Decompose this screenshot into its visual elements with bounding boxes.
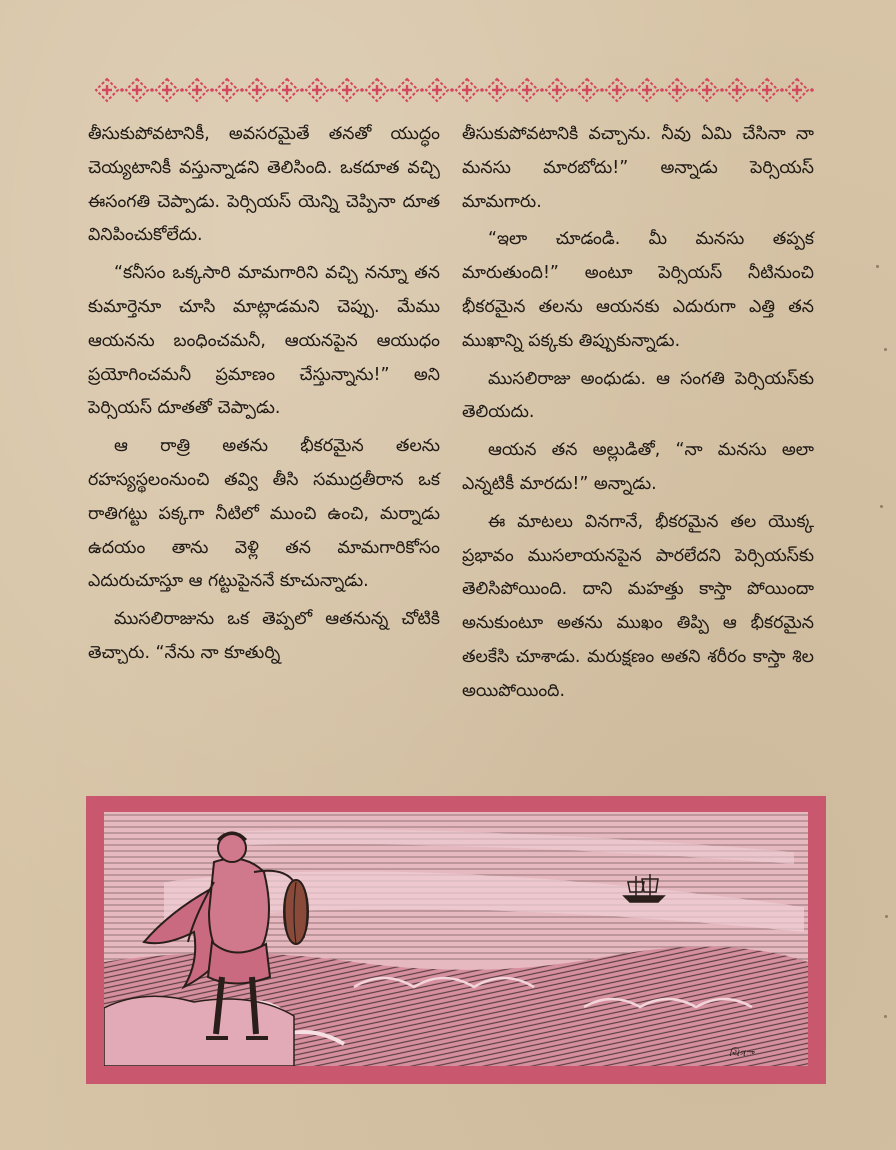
ornament-motif: [546, 79, 574, 101]
header-ornament-border: [92, 76, 820, 104]
paragraph: “ఇలా చూడండి. మీ మనసు తప్పక మారుతుంది!” అంటూ పెర్సియస్ నీటినుంచి భీకరమైన తలను ఆయనకు ఎదురుగా ఎత్తి తన ముఖాన్ని పక్కకు తిప్పుకున్నాడు.: [462, 229, 814, 351]
ornament-motif: [696, 79, 724, 101]
ornament-motif: [486, 79, 514, 101]
ornament-motif: [306, 79, 334, 101]
paragraph: ముసలిరాజును ఒక తెప్పలో ఆతనున్న చోటికి తెచ్చారు. “నేను నా కూతుర్ని: [88, 609, 440, 663]
paragraph: తీసుకుపోవటానికీ, అవసరమైతే తనతో యుద్ధం చెయ్యటానికీ వస్తున్నాడని తెలిసింది. ఒకదూత వచ్చి ఈసంగతి చెప్పాడు. పెర్సియస్ యెన్ని చెప్పినా దూత వినిపించుకోలేదు.: [88, 124, 440, 246]
ornament-motif: [336, 79, 364, 101]
ornament-motif: [756, 79, 784, 101]
sea-scene-illustration: [104, 812, 808, 1066]
text-column-left: [88, 118, 440, 675]
ornament-motif: [276, 79, 304, 101]
ornament-motif: [246, 79, 274, 101]
paragraph: తీసుకుపోవటానికి వచ్చాను. నీవు ఏమి చేసినా నా మనసు మారబోదు!” అన్నాడు పెర్సియస్ మామగారు.: [462, 124, 814, 212]
ornament-motif: [636, 79, 664, 101]
ornament-motif: [366, 79, 394, 101]
paragraph: “కనీసం ఒక్కసారి మామగారిని వచ్చి నన్నూ తన కుమార్తెనూ చూసి మాట్లాడమని చెప్పు. మేము ఆయనను బంధించమనీ, ఆయనపైన ఆయుధం ప్రయోగించమనీ ప్రమాణం చేస్తున్నాను!” అని పెర్సియస్ దూతతో చెప్పాడు.: [88, 263, 440, 419]
ornament-motif: [126, 79, 154, 101]
ornament-motif: [606, 79, 634, 101]
paragraph: ఆ రాత్రి అతను భీకరమైన తలను రహస్యస్థలంనుంచి తవ్వి తీసి సముద్రతీరాన ఒక రాతిగట్టు పక్కగా నీటిలో ముంచి ఉంచి, మర్నాడు ఉదయం తాను వెళ్లి తన మామగారికోసం ఎదురుచూస్తూ ఆ గట్టుపైననే కూచున్నాడు.: [88, 436, 440, 592]
ornament-motif: [456, 79, 484, 101]
ornament-motif: [666, 79, 694, 101]
text-column-right: [462, 118, 814, 713]
artist-signature: ચિત્રా: [729, 1048, 754, 1059]
ornament-motif: [576, 79, 604, 101]
ornament-motif: [216, 79, 244, 101]
ornament-motif: [426, 79, 454, 101]
ornament-motif: [726, 79, 754, 101]
ornament-motif: [516, 79, 544, 101]
paragraph: ఆయన తన అల్లుడితో, “నా మనసు అలా ఎన్నటికీ మారదు!” అన్నాడు.: [462, 440, 814, 494]
ornament-motif: [396, 79, 424, 101]
ornament-motif: [96, 79, 124, 101]
ornament-motif: [156, 79, 184, 101]
paragraph: ముసలిరాజు అంధుడు. ఆ సంగతి పెర్సియస్‌కు తెలియదు.: [462, 368, 814, 423]
ornament-motif: [786, 79, 814, 101]
story-illustration: [86, 796, 826, 1084]
paragraph: ఈ మాటలు వినగానే, భీకరమైన తల యొక్క ప్రభావం ముసలాయనపైన పారలేదని పెర్సియస్‌కు తెలిసిపోయింది. దాని మహత్తు కాస్తా పోయిందా అనుకుంటూ అతను ముఖం తిప్పి ఆ భీకరమైన తలకేసి చూశాడు. మరుక్షణం అతని శరీరం కాస్తా శిల అయిపోయింది.: [462, 511, 814, 701]
ornament-motif: [186, 79, 214, 101]
gorgon-head-icon: [284, 880, 308, 944]
